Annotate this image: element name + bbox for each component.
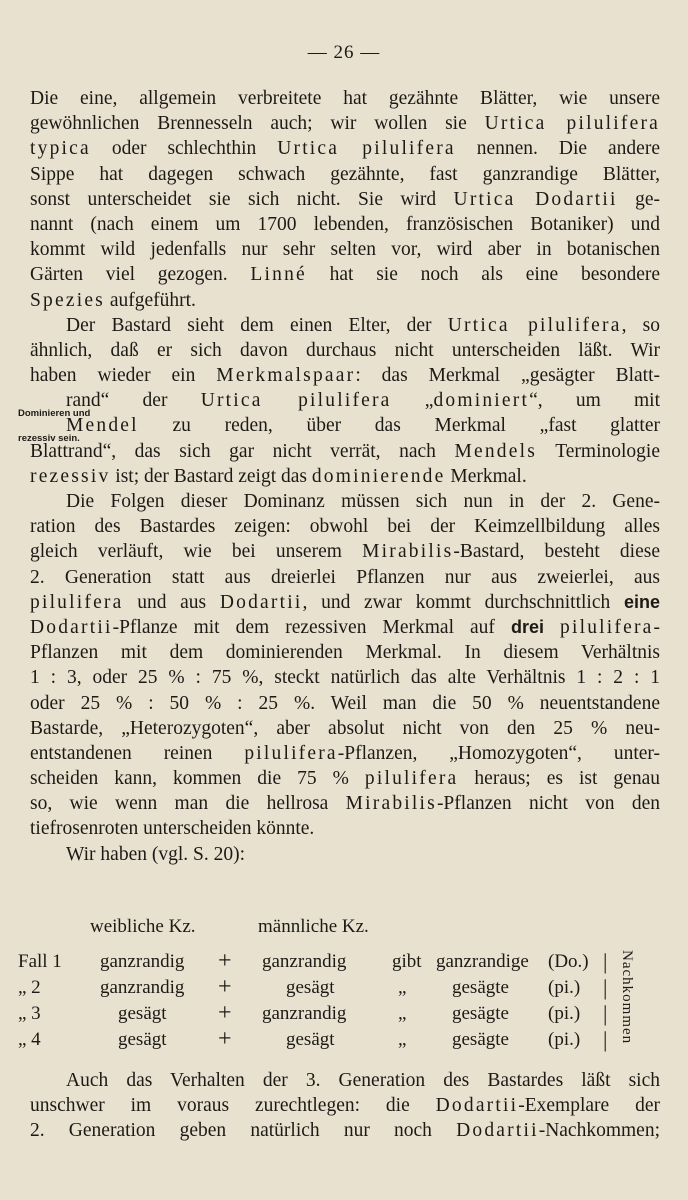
table-cell-verb: „ bbox=[398, 1003, 407, 1024]
text-run: entstandenen reinen bbox=[30, 742, 245, 764]
text-run: drei bbox=[510, 616, 544, 637]
text-run: : das Merkmal „gesägter Blatt- bbox=[355, 365, 661, 387]
text-run: Urtica pilulifera bbox=[484, 113, 660, 135]
text-run: , so bbox=[621, 314, 660, 336]
text-run: eine bbox=[623, 591, 660, 612]
table-cell-result: gesägte bbox=[452, 1029, 509, 1050]
text-run: pilulifera bbox=[244, 742, 338, 764]
text-run: tiefrosenroten unterscheiden könnte. bbox=[30, 818, 315, 840]
table-cell-case: „ 2 bbox=[18, 977, 41, 998]
text-line bbox=[30, 615, 660, 640]
text-line bbox=[30, 237, 660, 262]
table-cell-plus: + bbox=[218, 1000, 232, 1026]
text-run: kommt wild jedenfalls nur sehr selten vor, wird aber in botanischen bbox=[30, 239, 660, 261]
text-run: rezessiv bbox=[30, 465, 111, 487]
text-line bbox=[30, 313, 660, 338]
table-header-female: weibliche Kz. bbox=[90, 916, 196, 937]
text-run: zu reden, über das Merkmal „fast glatter bbox=[138, 415, 660, 437]
text-run: -Pflanzen nicht von den bbox=[436, 793, 660, 815]
text-line bbox=[30, 86, 660, 111]
table-cell-code: (pi.) bbox=[548, 977, 581, 998]
table-cell-male: ganzrandig bbox=[262, 1003, 347, 1024]
text-run: Gärten viel gezogen. bbox=[30, 264, 251, 286]
text-line bbox=[30, 439, 660, 464]
table-cell-code: (pi.) bbox=[548, 1029, 581, 1050]
text-run: und aus bbox=[123, 591, 220, 613]
text-run: hat sie noch als eine besondere bbox=[306, 264, 660, 286]
text-run: unschwer im voraus zurechtlegen: die bbox=[30, 1095, 436, 1117]
table-cell-verb: gibt bbox=[392, 951, 422, 972]
table-cell-plus: + bbox=[218, 948, 232, 974]
text-run: Dodartii bbox=[30, 616, 113, 638]
text-line bbox=[30, 338, 660, 363]
text-line bbox=[30, 388, 660, 413]
text-line bbox=[30, 741, 660, 766]
page-number: — 26 — bbox=[307, 42, 381, 63]
text-line bbox=[30, 464, 660, 489]
text-line bbox=[30, 187, 660, 212]
text-run: Dodartii bbox=[219, 591, 303, 613]
table-cell-female: gesägt bbox=[118, 1029, 167, 1050]
table-cell-result: gesägte bbox=[452, 1003, 509, 1024]
table-cell-code: (Do.) bbox=[548, 951, 589, 972]
text-run: nennen. Die andere bbox=[455, 138, 660, 160]
text-line bbox=[30, 691, 660, 716]
text-run: -Bastard, besteht diese bbox=[453, 541, 660, 563]
text-run: Mirabilis bbox=[345, 793, 437, 815]
table-cell-verb: „ bbox=[398, 1029, 407, 1050]
table-cell-male: gesägt bbox=[286, 977, 335, 998]
text-line bbox=[30, 212, 660, 237]
table-cell-plus: + bbox=[218, 974, 232, 1000]
text-line bbox=[30, 640, 660, 665]
text-run: dominiert bbox=[433, 390, 530, 412]
text-line bbox=[30, 514, 660, 539]
table-cell-female: gesägt bbox=[118, 1003, 167, 1024]
text-run: , und zwar kommt durchschnittlich bbox=[302, 591, 624, 613]
text-run: Dodartii bbox=[456, 1120, 539, 1142]
text-line bbox=[30, 791, 660, 816]
text-run: nannt (nach einem um 1700 lebenden, französischen Botaniker) und bbox=[30, 213, 660, 235]
text-run: ge- bbox=[617, 188, 660, 210]
text-run: Linné bbox=[250, 264, 307, 286]
text-run: Merkmal. bbox=[445, 465, 527, 487]
table-cell-plus: + bbox=[218, 1026, 232, 1052]
text-run: -Exemplare der bbox=[518, 1095, 660, 1117]
text-run: Urtica Dodartii bbox=[453, 188, 618, 210]
text-run: Wir haben (vgl. S. 20): bbox=[66, 843, 246, 865]
text-run: aufgeführt. bbox=[104, 289, 196, 311]
text-run: Blattrand“, das sich gar nicht verrät, nach bbox=[30, 440, 455, 462]
text-run: Pflanzen mit dem dominierenden Merkmal. In diesem Verhältnis bbox=[30, 642, 660, 664]
text-run: Urtica pilulifera bbox=[200, 390, 392, 412]
text-run: pilulifera bbox=[30, 591, 124, 613]
text-line bbox=[30, 136, 660, 161]
table-cell-male: gesägt bbox=[286, 1029, 335, 1050]
table-cell-result: ganzrandige bbox=[436, 951, 529, 972]
text-line bbox=[30, 489, 660, 514]
margin-note-line-1: Dominieren und bbox=[18, 408, 91, 419]
text-run: dominierende bbox=[311, 465, 446, 487]
text-run: Spezies bbox=[30, 289, 105, 311]
text-run: haben wieder ein bbox=[30, 365, 217, 387]
text-run: 1 : 3, oder 25 % : 75 %, steckt natürlich das alte Verhältnis 1 : 2 : 1 bbox=[30, 667, 660, 689]
text-run: Die eine, allgemein verbreitete hat gezähnte Blätter, wie unsere bbox=[30, 88, 660, 109]
table-cell-verb: „ bbox=[398, 977, 407, 998]
bracket-mark: | bbox=[603, 1027, 608, 1052]
text-line bbox=[30, 162, 660, 187]
text-line bbox=[30, 111, 660, 136]
closing-text bbox=[30, 1068, 660, 1144]
table-cell-case: „ 4 bbox=[18, 1029, 41, 1050]
text-run: heraus; es ist genau bbox=[458, 768, 660, 790]
text-line bbox=[30, 363, 660, 388]
text-run: ist; der Bastard zeigt das bbox=[110, 465, 312, 487]
text-run: gleich verläuft, wie bei unserem bbox=[30, 541, 363, 563]
body-text bbox=[30, 86, 660, 867]
text-line bbox=[30, 1068, 660, 1093]
text-line bbox=[30, 842, 660, 867]
text-run: Sippe hat dagegen schwach gezähnte, fast ganzrandige Blätter, bbox=[30, 163, 660, 185]
text-run: rand“ der bbox=[66, 390, 201, 412]
text-run: oder 25 % : 50 % : 25 %. Weil man die 50 % neuentstandene bbox=[30, 692, 660, 714]
text-run: Terminologie bbox=[537, 440, 660, 462]
text-line bbox=[30, 288, 660, 313]
text-line bbox=[30, 766, 660, 791]
text-run: ration des Bastardes zeigen: obwohl bei der Keimzellbildung alles bbox=[30, 516, 660, 538]
table-side-label: Nachkommen bbox=[619, 950, 635, 1045]
text-run: Mendel bbox=[66, 415, 139, 437]
text-line bbox=[30, 665, 660, 690]
bracket-mark: | bbox=[603, 975, 608, 1000]
text-line bbox=[30, 1093, 660, 1118]
text-run: Auch das Verhalten der 3. Generation des Bastardes läßt sich bbox=[66, 1070, 660, 1091]
text-run: Der Bastard sieht dem einen Elter, der bbox=[66, 314, 448, 336]
table-cell-case: „ 3 bbox=[18, 1003, 41, 1024]
text-line bbox=[30, 539, 660, 564]
text-run: 2. Generation statt aus dreierlei Pflanzen nur aus zweierlei, aus bbox=[30, 566, 660, 588]
bracket-mark: | bbox=[603, 949, 608, 974]
text-line bbox=[30, 565, 660, 590]
text-run: -Pflanzen, „Homozygoten“, unter- bbox=[337, 742, 660, 764]
bracket-mark: | bbox=[603, 1001, 608, 1026]
text-run: -Pflanze mit dem rezessiven Merkmal auf bbox=[112, 616, 511, 638]
text-line bbox=[30, 1118, 660, 1143]
text-run: gewöhnlichen Brennesseln auch; wir wollen sie bbox=[30, 113, 485, 135]
text-run: Merkmalspaar bbox=[216, 365, 356, 387]
text-run: Die Folgen dieser Dominanz müssen sich nun in der 2. Gene- bbox=[66, 491, 660, 512]
text-run: Mirabilis bbox=[362, 541, 454, 563]
text-run: oder schlechthin bbox=[90, 138, 278, 160]
text-run: pilulifera bbox=[364, 768, 459, 790]
text-line bbox=[30, 590, 660, 615]
text-line bbox=[30, 413, 660, 438]
table-cell-case: Fall 1 bbox=[18, 951, 62, 972]
text-line bbox=[30, 262, 660, 287]
text-run bbox=[544, 617, 560, 638]
text-run: 2. Generation geben natürlich nur noch bbox=[30, 1120, 457, 1142]
text-run: Urtica pilulifera bbox=[277, 138, 456, 160]
table-cell-result: gesägte bbox=[452, 977, 509, 998]
text-run: Mendels bbox=[454, 440, 537, 462]
text-run: Bastarde, „Heterozygoten“, aber absolut nicht von den 25 % neu- bbox=[30, 717, 660, 739]
text-run: „ bbox=[391, 390, 434, 412]
text-run: so, wie wenn man die hellrosa bbox=[30, 793, 346, 815]
text-run: typica bbox=[30, 138, 91, 160]
text-run: scheiden kann, kommen die 75 % bbox=[30, 768, 365, 790]
text-run: ähnlich, daß er sich davon durchaus nicht unterscheiden läßt. Wir bbox=[30, 339, 660, 361]
text-run: -Nachkommen; bbox=[538, 1120, 660, 1142]
text-run: sonst unterscheidet sie sich nicht. Sie wird bbox=[30, 188, 454, 210]
text-run: - bbox=[653, 616, 660, 638]
table-cell-male: ganzrandig bbox=[262, 951, 347, 972]
table-cell-female: ganzrandig bbox=[100, 951, 185, 972]
table-cell-code: (pi.) bbox=[548, 1003, 581, 1024]
text-line bbox=[30, 816, 660, 841]
text-run: Dodartii bbox=[435, 1095, 519, 1117]
text-run: “, um mit bbox=[529, 390, 661, 412]
table-cell-female: ganzrandig bbox=[100, 977, 185, 998]
text-run: Urtica pilulifera bbox=[447, 314, 622, 336]
margin-note-line-2: rezessiv sein. bbox=[18, 433, 80, 444]
text-run: pilulifera bbox=[560, 616, 654, 638]
text-line bbox=[30, 716, 660, 741]
table-header-male: männliche Kz. bbox=[258, 916, 369, 937]
